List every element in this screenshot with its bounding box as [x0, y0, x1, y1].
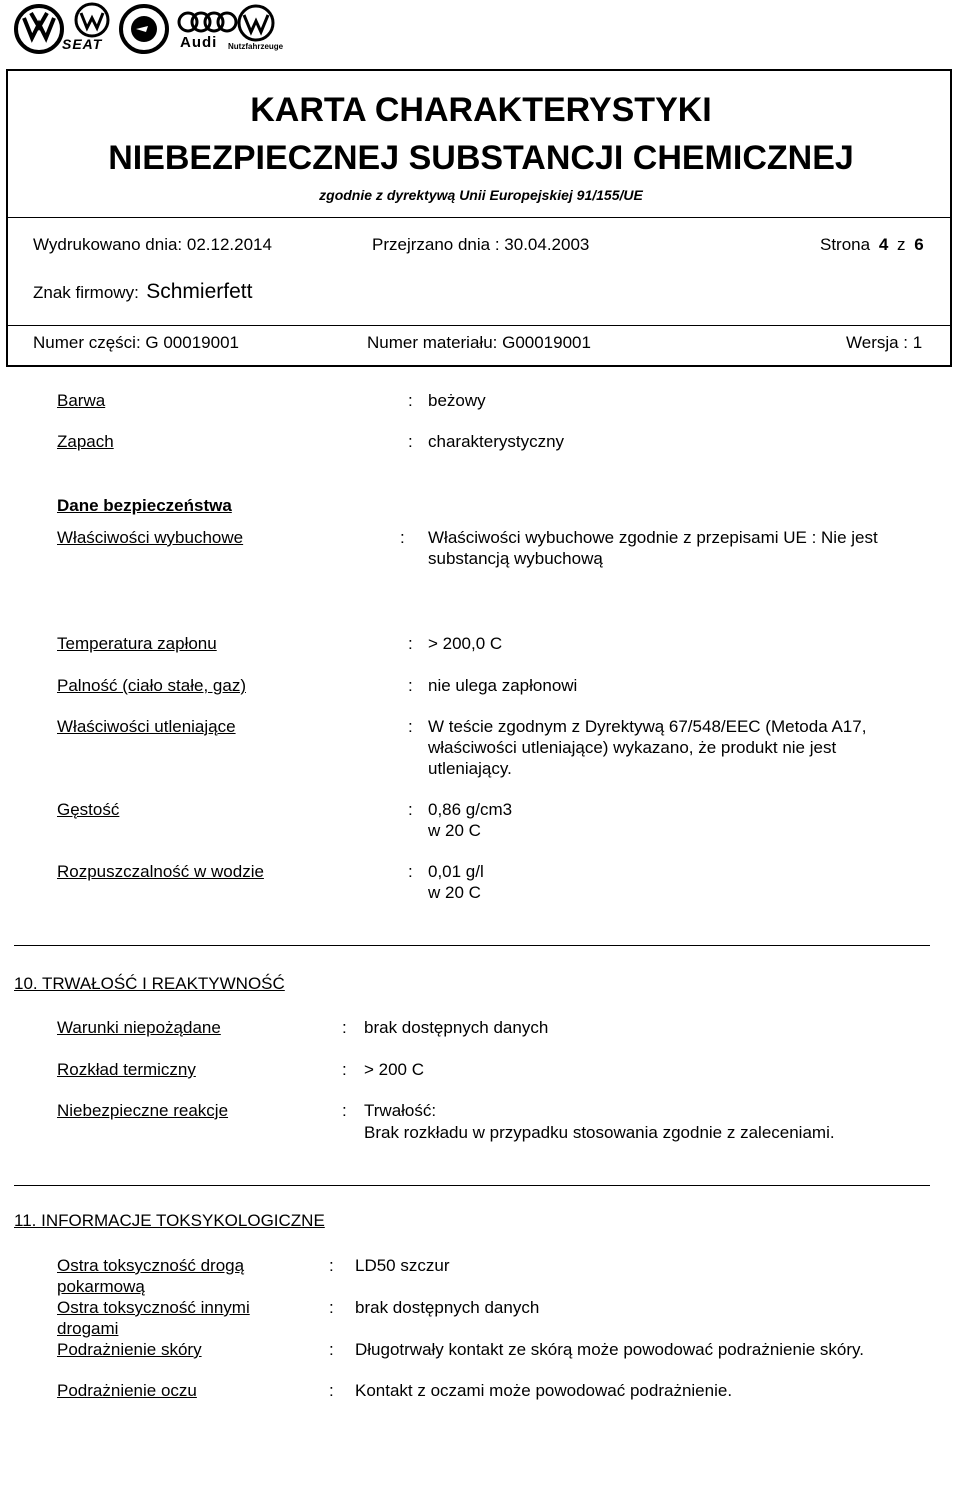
version: Wersja : 1 — [846, 333, 923, 352]
page-total: 6 — [914, 235, 924, 254]
header-divider — [8, 217, 950, 218]
vw-commercial-logo — [236, 4, 276, 42]
brand-logos — [10, 2, 310, 54]
section10-value-line: > 200 C — [364, 1060, 425, 1079]
colon: : — [400, 528, 405, 547]
colon: : — [408, 800, 413, 819]
section11-label-line: Podrażnienie oczu — [57, 1381, 197, 1400]
section11-value: Kontakt z oczami może powodować podrażnienie. — [355, 1381, 733, 1400]
section10-heading: 10. TRWAŁOŚĆ I REAKTYWNOŚĆ — [14, 974, 285, 993]
nutz-text: Nutzfahrzeuge — [228, 42, 284, 51]
audi-text: Audi — [180, 34, 218, 51]
reviewed-date: Przejrzano dnia : 30.04.2003 — [372, 235, 590, 254]
colon: : — [408, 862, 413, 881]
material-number: Numer materiału: G00019001 — [367, 333, 591, 352]
page-label: Strona — [820, 235, 871, 254]
section11-label-line: Podrażnienie skóry — [57, 1340, 202, 1359]
section11-value: Długotrwały kontakt ze skórą może powodować podrażnienie skóry. — [355, 1340, 864, 1359]
colon: : — [408, 432, 413, 451]
section11-value: brak dostępnych danych — [355, 1298, 540, 1317]
section-divider — [14, 1185, 930, 1186]
safety-heading: Dane bezpieczeństwa — [57, 496, 232, 515]
section11-label-line: drogami — [57, 1319, 119, 1338]
safety-value-line: utleniający. — [428, 759, 512, 778]
safety-label: Właściwości wybuchowe — [57, 528, 244, 547]
vw-logo — [14, 4, 64, 54]
seat-logo: SEAT — [62, 36, 103, 52]
safety-value-line: w 20 C — [428, 821, 481, 840]
part-number: Numer części: G 00019001 — [33, 333, 239, 352]
section11-heading: 11. INFORMACJE TOKSYKOLOGICZNE — [14, 1211, 325, 1230]
section10-label: Niebezpieczne reakcje — [57, 1101, 229, 1120]
safety-value-line: > 200,0 C — [428, 634, 503, 653]
colon: : — [408, 391, 413, 410]
printed-date: Wydrukowano dnia: 02.12.2014 — [33, 235, 272, 254]
section10-value-line: Brak rozkładu w przypadku stosowania zgodnie z zaleceniami. — [364, 1123, 835, 1142]
safety-value-line: 0,86 g/cm3 — [428, 800, 513, 819]
doc-subtitle: zgodnie z dyrektywą Unii Europejskiej 91/155/UE — [319, 187, 643, 203]
safety-value-line: W teście zgodnym z Dyrektywą 67/548/EEC (Metoda A17, — [428, 717, 867, 736]
audi-logo — [176, 10, 240, 34]
vw-logo-2 — [72, 2, 112, 38]
header-frame — [6, 69, 952, 367]
safety-value-line: w 20 C — [428, 883, 481, 902]
section11-label-line: Ostra toksyczność innymi — [57, 1298, 250, 1317]
barwa-value: beżowy — [428, 391, 486, 410]
safety-value-line: nie ulega zapłonowi — [428, 676, 578, 695]
colon: : — [329, 1298, 334, 1317]
page-indicator — [820, 235, 924, 255]
safety-label: Palność (ciało stałe, gaz) — [57, 676, 246, 695]
page-sep: z — [897, 235, 906, 254]
section10-label: Rozkład termiczny — [57, 1060, 196, 1079]
section11-label-line: Ostra toksyczność drogą — [57, 1256, 245, 1275]
safety-value-line: 0,01 g/l — [428, 862, 484, 881]
colon: : — [408, 676, 413, 695]
section11-value: LD50 szczur — [355, 1256, 450, 1275]
colon: : — [329, 1381, 334, 1400]
colon: : — [329, 1340, 334, 1359]
brand-label: Znak firmowy: — [33, 283, 139, 302]
header-divider-2 — [8, 325, 950, 326]
safety-label: Rozpuszczalność w wodzie — [57, 862, 264, 881]
doc-title-line2: NIEBEZPIECZNEJ SUBSTANCJI CHEMICZNEJ — [108, 139, 854, 177]
brand-line — [33, 280, 252, 304]
zapach-label: Zapach — [57, 432, 114, 451]
section10-value-line: Trwałość: — [364, 1101, 437, 1120]
page-current: 4 — [878, 235, 889, 254]
colon: : — [408, 717, 413, 736]
colon: : — [342, 1101, 347, 1120]
section11-label-line: pokarmową — [57, 1277, 145, 1296]
section-divider — [14, 945, 930, 946]
zapach-value: charakterystyczny — [428, 432, 565, 451]
safety-label: Gęstość — [57, 800, 120, 819]
brand-value: Schmierfett — [146, 280, 253, 303]
safety-value-line: substancją wybuchową — [428, 549, 603, 568]
safety-label: Właściwości utleniające — [57, 717, 236, 736]
skoda-logo — [116, 4, 172, 54]
doc-title-line1: KARTA CHARAKTERYSTYKI — [250, 91, 712, 129]
colon: : — [342, 1060, 347, 1079]
colon: : — [408, 634, 413, 653]
safety-value-line: właściwości utleniające) wykazano, że produkt nie jest — [428, 738, 837, 757]
section10-value-line: brak dostępnych danych — [364, 1018, 549, 1037]
colon: : — [329, 1256, 334, 1275]
safety-value-line: Właściwości wybuchowe zgodnie z przepisami UE : Nie jest — [428, 528, 878, 547]
barwa-label: Barwa — [57, 391, 106, 410]
section10-label: Warunki niepożądane — [57, 1018, 221, 1037]
colon: : — [342, 1018, 347, 1037]
safety-label: Temperatura zapłonu — [57, 634, 217, 653]
